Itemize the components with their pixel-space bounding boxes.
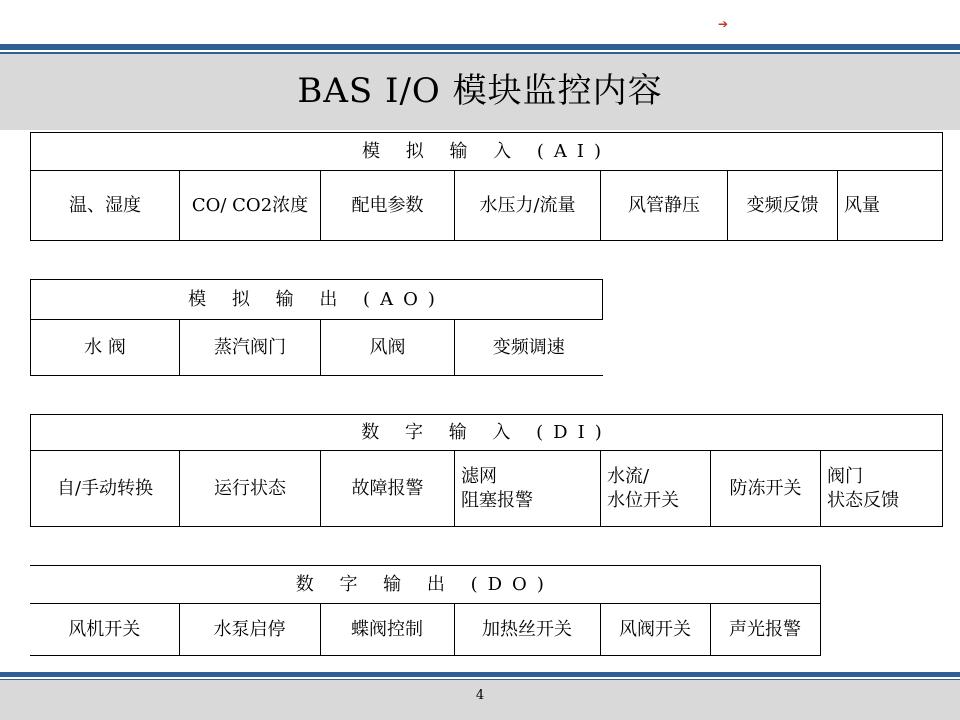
ai-item: 风管静压 [601, 171, 728, 241]
ai-item: 风量 [838, 171, 943, 241]
di-item-line: 水位开关 [607, 489, 679, 511]
do-item: 风阀开关 [600, 604, 710, 656]
ai-header: 模 拟 输 入 (AI) [31, 133, 943, 171]
ai-table [30, 132, 943, 241]
ai-item: CO/ CO2浓度 [180, 171, 321, 241]
ai-item: 变频反馈 [728, 171, 838, 241]
di-item-line: 阻塞报警 [461, 489, 533, 511]
ao-item: 变频调速 [455, 320, 603, 376]
di-item [455, 451, 601, 527]
ao-item: 蒸汽阀门 [180, 320, 321, 376]
di-item-line: 状态反馈 [827, 489, 899, 511]
top-rule-thick [0, 44, 960, 50]
di-item-line: 滤网 [461, 465, 497, 487]
page-number: 4 [475, 688, 485, 703]
ao-header: 模 拟 输 出 (AO) [31, 280, 603, 320]
next-arrow-icon[interactable]: ➔ [718, 17, 729, 31]
di-item [821, 451, 943, 527]
ai-item: 水压力/流量 [455, 171, 601, 241]
page-title: BAS I/O 模块监控内容 [297, 71, 663, 111]
do-item: 水泵启停 [179, 604, 320, 656]
di-item-line: 水流/ [607, 465, 650, 487]
ai-item: 温、湿度 [31, 171, 180, 241]
di-item: 运行状态 [180, 451, 321, 527]
do-item: 风机开关 [30, 604, 179, 656]
bottom-rule-thick [0, 672, 960, 677]
di-item: 自/手动转换 [31, 451, 180, 527]
do-item: 蝶阀控制 [320, 604, 454, 656]
ao-table [30, 279, 603, 376]
di-item-line: 阀门 [827, 465, 863, 487]
do-table [30, 565, 821, 656]
di-table [30, 414, 943, 527]
di-item [601, 451, 711, 527]
ai-item: 配电参数 [321, 171, 455, 241]
do-item: 加热丝开关 [454, 604, 600, 656]
di-item: 故障报警 [321, 451, 455, 527]
ao-item: 风阀 [321, 320, 455, 376]
di-header: 数 字 输 入 (DI) [31, 415, 943, 451]
do-header: 数 字 输 出 (DO) [30, 566, 820, 604]
ao-item: 水 阀 [31, 320, 180, 376]
do-item: 声光报警 [710, 604, 820, 656]
di-item: 防冻开关 [711, 451, 821, 527]
